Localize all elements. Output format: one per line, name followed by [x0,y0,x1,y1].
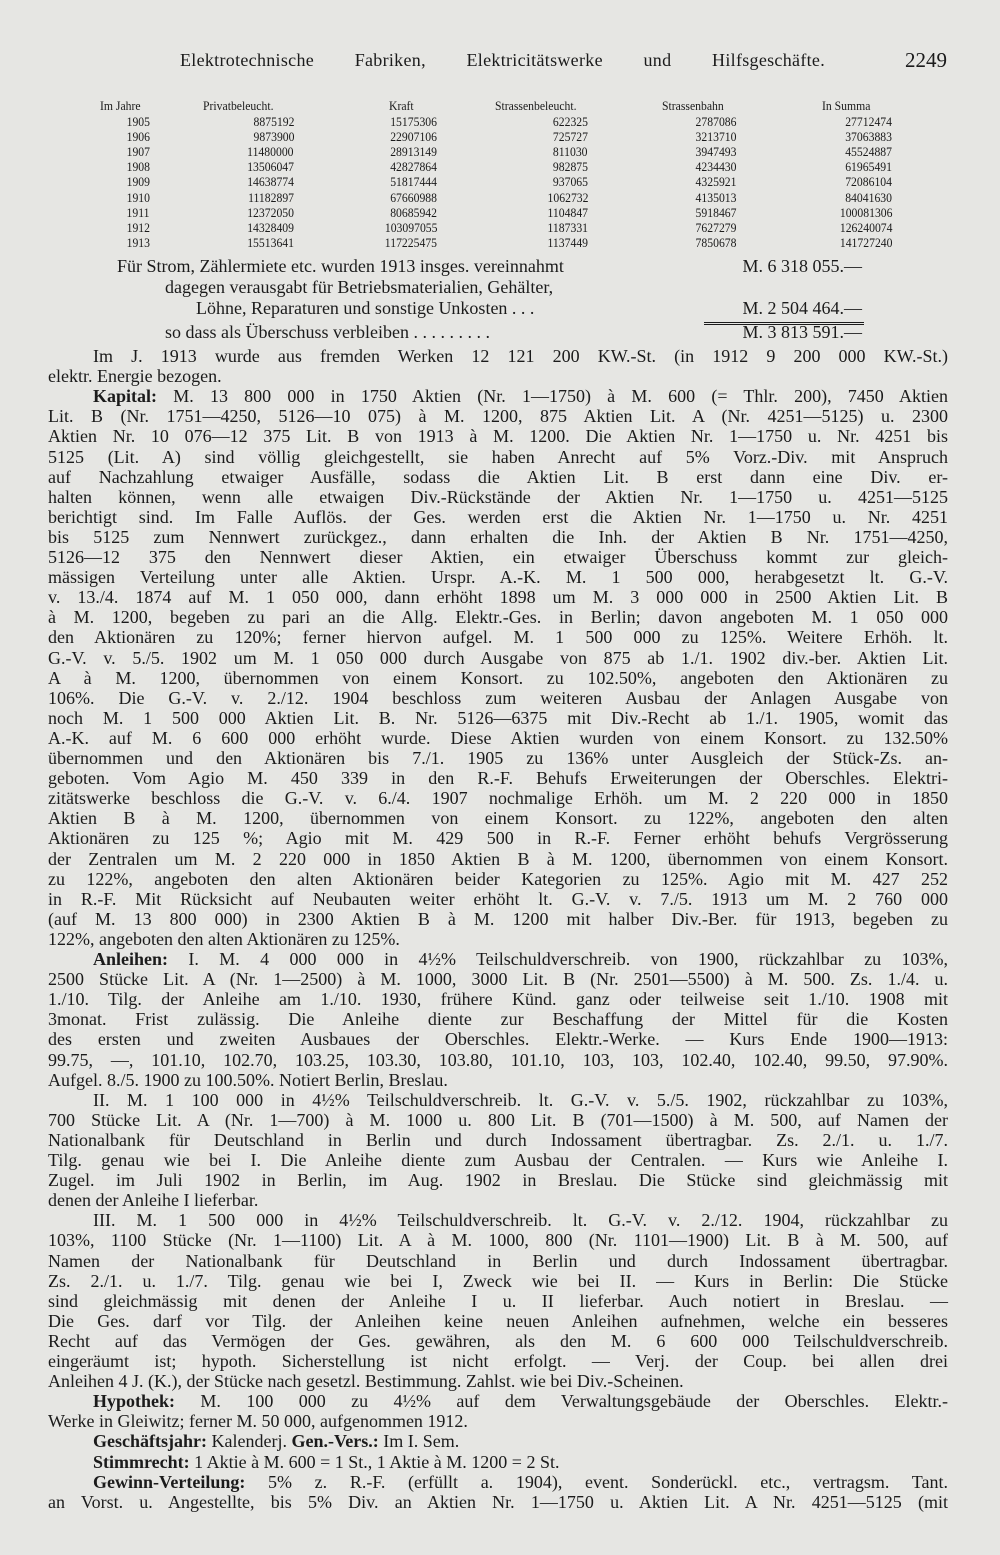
table-cell: 80685942 [390,204,437,220]
section-heading: Stimmrecht: [93,1451,190,1472]
line-text: geboten. Vom Agio M. 450 339 in den R.-F. Behufs Erweiterungen der Oberschles. Elektri- [48,768,948,789]
text-line [48,768,948,788]
table-cell: 72086104 [845,174,892,190]
line-text: halten können, wenn alle etwaigen Div.-Rückstände der Aktien Nr. 1—1750 u. 4251—5125 [48,486,948,507]
line-text: II. M. 1 100 000 in 4½% Teilschuldverschreib. lt. G.-V. v. 5./5. 1902, rückzahlbar zu 103%, [93,1089,948,1110]
line-text: Die Ges. darf vor Tilg. der Anleihen keine neuen Anleihen aufnehmen, welche ein besseres [48,1310,948,1331]
text-line [93,1431,948,1451]
table-cell: 84041630 [845,189,892,205]
line-text: 1./10. Tilg. der Anleihe am 1./10. 1930, frühere Künd. ganz oder teilweise seit 1./10. 1908 mit [48,989,948,1010]
text-line [48,1371,948,1391]
text-line [48,989,948,1009]
text-line [48,748,948,768]
line-text: 5125 (Lit. A) sind völlig gleichgestellt, sie haben Anrecht auf 5% Vorz.-Div. mit Anspruch [48,446,948,467]
line-text: noch M. 1 500 000 Aktien Lit. B. Nr. 5126—6375 mit Div.-Recht ab 1./1. 1905, womit das [48,707,948,728]
line-text: 5% z. R.-F. (erfüllt a. 1904), event. Sonderückl. etc., vertragsm. Tant. [245,1471,948,1492]
text-line [48,1130,948,1150]
text-line [48,1411,948,1431]
table-cell: 103097055 [384,219,437,235]
line-text: Zs. 2./1. u. 1./7. Tilg. genau wie bei I, Zweck wie bei II. — Kurs in Berlin: Die Stücke [48,1270,948,1291]
surplus-amount: M. 3 813 591.— [742,322,862,342]
text-line [48,587,948,607]
text-line [48,828,948,848]
text-line [48,1351,948,1371]
text-line [48,869,948,889]
table-header: Im Jahre [100,98,141,113]
line-text: 122%, angeboten den alten Aktionären zu 125%. [48,928,400,949]
text-line [48,728,948,748]
line-text: Namen der Nationalbank für Deutschland in Berlin und durch Indossament übertragbar. [48,1250,948,1271]
table-cell: 1137449 [547,234,588,250]
table-cell: 27712474 [845,114,892,129]
line-text: A.-K. auf M. 6 600 000 erhöht wurde. Diese Aktien wurden von einem Konsort. zu 132.50% [48,727,948,748]
line-text: 700 Stücke Lit. A (Nr. 1—700) à M. 1000 u. 800 Lit. B (701—1500) à M. 500, auf Namen der [48,1109,948,1130]
line-text: Werke in Gleiwitz; ferner M. 50 000, aufgenommen 1912. [48,1411,468,1432]
table-header: Privatbeleucht. [203,98,274,113]
text-line [48,668,948,688]
line-text: übernommen und den Aktionären bis 7./1. 1905 zu 136% unter Ausgleich der Stück-Zs. an- [48,748,948,768]
table-cell: 982875 [552,159,588,175]
line-text: des ersten und zweiten Ausbaues der Oberschles. Elektr.-Werke. — Kurs Ende 1900—1913: [48,1029,948,1050]
text-line [48,889,948,909]
table-cell: 126240074 [839,219,892,235]
table-cell: 15513641 [247,234,294,250]
text-line [48,627,948,647]
surplus-label: so dass als Überschuss verbleiben . . . . . . . . . [165,322,490,342]
line-text: den Aktionären zu 120%; ferner hiervon aufgel. M. 1 500 000 zu 125%. Weitere Erhöh. lt. [48,627,948,648]
table-cell: 811030 [553,144,588,160]
table-cell: 100081306 [839,204,892,220]
text-line [48,1070,948,1090]
line-text: III. M. 1 500 000 in 4½% Teilschuldverschreib. lt. G.-V. v. 2./12. 1904, rückzahlbar zu [93,1210,948,1231]
line-text: Anleihen 4 J. (K.), der Stücke nach gesetzl. Bestimmung. Zahlst. wie bei Div.-Scheinen. [48,1371,684,1392]
table-cell: 1104847 [547,204,588,220]
text-line [48,1050,948,1070]
text-line [48,708,948,728]
line-text: elektr. Energie bezogen. [48,366,222,387]
line-text: M. 100 000 zu 4½% auf dem Verwaltungsgebäude der Oberschles. Elektr.- [175,1391,948,1412]
line-text: Lit. B (Nr. 1751—4250, 5126—10 075) à M. 1200, 875 Aktien Lit. A (Nr. 4251—5125) u. 2300 [48,406,948,427]
income-label: Für Strom, Zählermiete etc. wurden 1913 insges. vereinnahmt [117,256,564,276]
section-heading: Geschäftsjahr: [93,1431,207,1452]
table-cell: 7850678 [695,234,736,250]
text-line [48,406,948,426]
table-year-cell: 1905 [126,114,150,129]
line-text: denen der Anleihe I lieferbar. [48,1190,259,1211]
table-cell: 67660988 [390,189,437,205]
table-cell: 45524887 [845,144,892,160]
expense-label-2: Löhne, Reparaturen und sonstige Unkosten . . . [196,298,535,318]
line-text: à M. 1200, begeben zu pari an die Allg. Elektr.-Ges. in Berlin; davon angeboten M. 1 050 000 [48,607,948,628]
line-text: A à M. 1200, übernommen von einem Konsort. zu 102.50%, angeboten den Aktionären zu [48,667,948,688]
line-text: zitätswerke beschloss die G.-V. v. 6./4. 1907 nochmalige Erhöh. um M. 2 220 000 in 1850 [48,788,948,809]
table-cell: 4325921 [695,174,736,190]
text-line [48,527,948,547]
section-heading: Gen.-Vers.: [291,1431,379,1452]
text-line [48,1110,948,1130]
text-line [93,949,948,969]
text-line [48,1009,948,1029]
table-cell: 11480000 [247,144,294,160]
text-line [48,1170,948,1190]
table-year-cell: 1908 [126,159,150,175]
text-line [48,467,948,487]
text-line [93,1090,948,1110]
table-cell: 937065 [552,174,588,190]
table-header: Strassenbahn [662,98,724,113]
text-line [48,1271,948,1291]
line-text: (auf M. 13 800 000) in 2300 Aktien B à M. 1200 mit halber Div.-Ber. für 1913, begeben zu [48,908,948,929]
table-cell: 61965491 [845,159,892,175]
line-text: Recht auf das Vermögen der Ges. gewähren, als den M. 6 600 000 Teilschuldverschreib. [48,1330,948,1351]
table-cell: 28913149 [390,144,437,160]
running-header-title: Elektrotechnische Fabriken, Elektricitätswerke und Hilfsgeschäfte. [180,50,825,70]
table-cell: 141727240 [839,234,892,250]
text-line [48,607,948,627]
text-line [48,507,948,527]
section-heading: Anleihen: [93,949,169,969]
table-cell: 725727 [552,129,588,145]
text-line [93,346,948,366]
expense-label-1: dagegen verausgabt für Betriebsmaterialien, Gehälter, [165,277,554,297]
text-line [48,1230,948,1250]
line-text: mässigen Verteilung unter alle Aktien. Urspr. A.-K. M. 1 500 000, herabgesetzt lt. G.-V. [48,567,948,588]
text-line [48,1291,948,1311]
table-header: Kraft [389,98,414,113]
text-line [48,969,948,989]
section-heading: Kapital: [93,386,158,407]
page-number: 2249 [905,48,947,72]
line-text: I. M. 4 000 000 in 4½% Teilschuldverschreib. von 1900, rückzahlbar zu 103%, [168,949,948,969]
table-cell: 37063883 [845,129,892,145]
text-line [48,688,948,708]
line-text: Aktionären zu 125 %; Agio mit M. 429 500 in R.-F. Ferner erhöht behufs Vergrösserung [48,828,948,849]
table-year-cell: 1910 [126,189,150,205]
text-line [48,426,948,446]
section-heading: Hypothek: [93,1391,176,1412]
table-cell: 7627279 [695,219,736,235]
table-cell: 42827864 [390,159,437,175]
line-text: eingeräumt ist; hypoth. Sicherstellung ist nicht erfolgt. — Verj. der Coup. bei allen drei [48,1351,948,1371]
text-line [48,808,948,828]
line-text: sind gleichmässig mit denen der Anleihe I u. II lieferbar. Auch notiert in Breslau. — [48,1290,948,1311]
text-line [48,849,948,869]
text-line [93,1472,948,1492]
line-text: 106%. Die G.-V. v. 2./12. 1904 beschloss zum weiteren Ausbau der Anlagen Ausgabe von [48,687,948,708]
section-heading: Gewinn-Verteilung: [93,1471,246,1492]
text-line [48,1492,948,1512]
line-text: Aktien Nr. 10 076—12 375 Lit. B von 1913 à M. 1200. Die Aktien Nr. 1—1750 u. Nr. 4251 bis [48,426,948,447]
expense-amount: M. 2 504 464.— [742,298,862,318]
text-line [93,1391,948,1411]
table-cell: 11182897 [248,189,294,205]
income-amount: M. 6 318 055.— [742,256,862,276]
line-text: Im J. 1913 wurde aus fremden Werken 12 121 200 KW.-St. (in 1912 9 200 000 KW.-St.) [93,346,948,366]
text-line [48,487,948,507]
table-cell: 51817444 [390,174,437,190]
table-cell: 1062732 [547,189,588,205]
text-line [93,1452,948,1472]
line-text: 2500 Stücke Lit. A (Nr. 1—2500) à M. 1000, 3000 Lit. B (Nr. 2501—5500) à M. 500. Zs. 1./4. u. [48,969,948,990]
line-text: zu 122%, angeboten den alten Aktionären beider Kategorien zu 125%. Agio mit M. 427 252 [48,868,948,889]
line-text: in R.-F. Mit Rücksicht auf Neubauten weiter erhöht lt. G.-V. v. 7./5. 1913 um M. 2 760 000 [48,888,948,909]
text-line [48,1190,948,1210]
line-text: 99.75, —, 101.10, 102.70, 103.25, 103.30, 103.80, 101.10, 103, 103, 102.40, 102.40, 99.50, 97.90%. [48,1049,948,1070]
text-line [93,1210,948,1230]
table-year-cell: 1909 [126,174,150,190]
line-text: auf Nachzahlung etwaiger Ausfälle, sodass die Aktien Lit. B erst dann eine Div. er- [48,466,948,487]
table-cell: 3213710 [695,129,736,145]
table-cell: 14638774 [247,174,294,190]
text-line [48,547,948,567]
table-cell: 2787086 [695,114,736,129]
text-line [48,909,948,929]
line-text: 5126—12 375 den Nennwert dieser Aktien, ein etwaiger Überschuss kommt zur gleich- [48,547,948,567]
table-cell: 1187331 [547,219,588,235]
text-line [93,386,948,406]
table-cell: 14328409 [247,219,294,235]
table-cell: 15175306 [390,114,437,129]
table-cell: 12372050 [247,204,294,220]
table-cell: 8875192 [253,114,294,129]
table-cell: 9873900 [253,129,294,145]
table-header: Strassenbeleucht. [495,98,577,113]
table-cell: 4234430 [695,159,736,175]
line-text: 3monat. Frist zulässig. Die Anleihe diente zur Beschaffung der Mittel für die Kosten [48,1009,948,1030]
text-line [48,1251,948,1271]
table-header: In Summa [822,98,871,113]
text-line [48,1331,948,1351]
text-line [48,1029,948,1049]
table-cell: 4135013 [695,189,736,205]
line-text: bis 5125 zum Nennwert zurückgez., dann erhalten die Inh. der Aktien B Nr. 1751—4250, [48,526,948,547]
text-line [48,567,948,587]
table-cell: 22907106 [390,129,437,145]
line-text: 103%, 1100 Stücke (Nr. 1—1100) Lit. A à M. 1000, 800 (Nr. 1101—1900) Lit. B à M. 500, auf [48,1230,948,1251]
table-year-cell: 1913 [126,234,150,250]
table-cell: 5918467 [695,204,736,220]
text-line [48,929,948,949]
table-cell: 117225475 [384,234,437,250]
line-text: v. 13./4. 1874 auf M. 1 050 000, dann erhöht 1898 um M. 3 000 000 in 2500 Aktien Lit. B [48,587,948,608]
line-text: Nationalbank für Deutschland in Berlin und durch Indossament übertragbar. Zs. 2./1. u. 1./7. [48,1129,948,1150]
text-line [48,788,948,808]
line-text: Tilg. genau wie bei I. Die Anleihe diente zum Ausbau der Centralen. — Kurs wie Anleihe I. [48,1150,948,1170]
line-text: an Vorst. u. Angestellte, bis 5% Div. an Aktien Nr. 1—1750 u. Aktien Lit. A Nr. 4251—5125 (mit [48,1491,948,1512]
line-text: der Zentralen um M. 2 220 000 in 1850 Aktien B à M. 1200, übernommen von einem Konsort. [48,848,948,869]
line-text: Kalenderj. [206,1431,292,1452]
text-line [48,1311,948,1331]
table-year-cell: 1906 [126,129,150,145]
text-line [48,447,948,467]
table-cell: 3947493 [695,144,736,160]
line-text: Im I. Sem. [378,1431,460,1452]
text-line [48,366,948,386]
text-line [48,1150,948,1170]
line-text: Zugel. im Juli 1902 in Berlin, im Aug. 1902 in Breslau. Die Stücke sind gleichmässig mit [48,1170,948,1191]
line-text: berichtigt sind. Im Falle Auflös. der Ges. werden erst die Aktien Nr. 1—1750 u. Nr. 4251 [48,506,948,527]
table-cell: 13506047 [247,159,294,175]
table-cell: 622325 [552,114,588,129]
line-text: Aufgel. 8./5. 1900 zu 100.50%. Notiert Berlin, Breslau. [48,1069,448,1090]
line-text: M. 13 800 000 in 1750 Aktien (Nr. 1—1750) à M. 600 (= Thlr. 200), 7450 Aktien [157,386,948,407]
line-text: Aktien B à M. 1200, übernommen von einem Konsort. zu 122%, angeboten den alten [48,808,948,829]
table-year-cell: 1911 [127,204,150,220]
line-text: 1 Aktie à M. 600 = 1 St., 1 Aktie à M. 1200 = 2 St. [189,1451,560,1472]
text-line [48,648,948,668]
line-text: G.-V. v. 5./5. 1902 um M. 1 050 000 durch Ausgabe von 875 ab 1./1. 1902 div.-ber. Aktien Lit. [48,647,948,668]
table-year-cell: 1907 [126,144,150,160]
table-year-cell: 1912 [126,219,150,235]
